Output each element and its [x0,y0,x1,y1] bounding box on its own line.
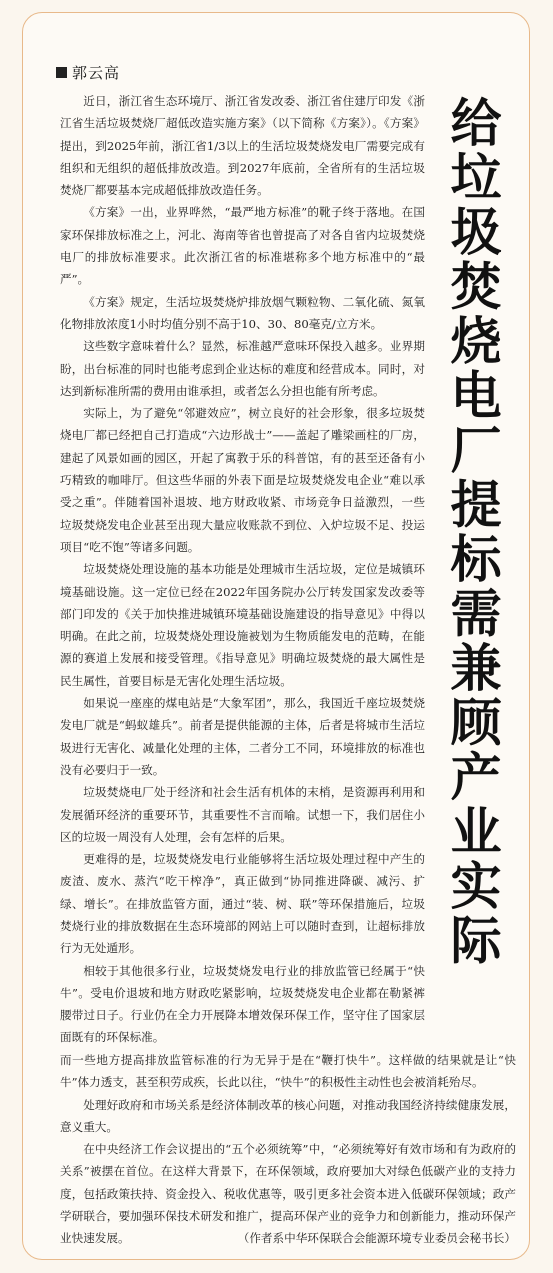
paragraph: 如果说一座座的煤电站是“大象军团”，那么，我国近千座垃圾焚烧发电厂就是“蚂蚁雄兵”。前者是提供能源的主体，后者是将城市生活垃圾进行无害化、减量化处理的主体，二者分工不同，环境排放的标准也没有必要归于一致。 [60,696,425,777]
paragraph: 实际上，为了避免“邻避效应”，树立良好的社会形象，很多垃圾焚烧电厂都已经把自己打造成“六边形战士”——盖起了雕梁画柱的厂房，建起了风景如画的园区，开起了寓教于乐的科普馆，有的甚至还备有小巧精致的咖啡厅。但这些华丽的外表下面是垃圾焚烧发电企业“难以承受之重”。伴随着国补退坡、地方财政收紧、市场竞争日益激烈，一些垃圾焚烧发电企业甚至出现大量应收账款不到位、入炉垃圾不足、投运项目“吃不饱”等诸多问题。 [60,406,425,554]
paragraph: 更难得的是，垃圾焚烧发电行业能够将生活垃圾处理过程中产生的废渣、废水、蒸汽“吃干榨净”，真正做到“协同推进降碳、减污、扩绿、增长”。在排放监管方面，通过“装、树、联”等环保措施后，垃圾焚烧行业的排放数据在生态环境部的网站上可以随时查到，让超标排放行为无处遁形。 [60,852,425,956]
paragraph: 相较于其他很多行业，垃圾焚烧发电行业的排放监管已经属于“快牛”。受电价退坡和地方财政吃紧影响，垃圾焚烧发电企业都在勒紧裤腰带过日子。行业仍在全力开展降本增效保环保工作，坚守住了国家层面既有的环保标准。 [60,963,425,1045]
author-note: （作者系中华环保联合会能源环境专业委员会秘书长） [237,1231,516,1246]
paragraph: 而一些地方提高排放监管标准的行为无异于是在“鞭打快牛”。这样做的结果就是让“快牛”体力透支，甚至积劳成疾，长此以往，“快牛”的积极性主动性也会被消耗殆尽。 [60,1053,516,1090]
paragraph: 这些数字意味着什么？显然，标准越严意味环保投入越多。业界期盼，出台标准的同时也能考虑到企业达标的难度和经营成本。同时，对达到新标准所需的费用由谁承担，或者怎么分担也能有所考虑。 [60,339,425,398]
paragraph: 近日，浙江省生态环境厅、浙江省发改委、浙江省住建厅印发《浙江省生活垃圾焚烧厂超低改造实施方案》（以下简称《方案》）。《方案》提出，到2025年前，浙江省1/3以上的生活垃圾焚烧发电厂需要完成有组织和无组织的超低排放改造。到2027年底前，全省所有的生活垃圾焚烧厂都要基本完成超低排放改造任务。 [60,94,425,198]
paragraph: 处理好政府和市场关系是经济体制改革的核心问题，对推动我国经济持续健康发展，意义重大。 [60,1097,516,1134]
paragraph: 《方案》一出，业界哗然，“最严地方标准”的靴子终于落地。在国家环保排放标准之上，河北、海南等省也曾提高了对各自省内垃圾焚烧电厂的排放标准要求。此次浙江省的标准堪称多个地方标准中的“最严”。 [60,205,425,287]
byline [56,62,120,83]
paragraph-text: 在中央经济工作会议提出的“五个必须统筹”中，“必须统筹好有效市场和有为政府的关系”被摆在首位。在这样大背景下，在环保领域，政府要加大对绿色低碳产业的支持力度，包括政策扶持、资金投入、税收优惠等，吸引更多社会资本进入低碳环保领域；政产学研联合，要加强环保技术研发和推广，提高环保产业的竞争力和创新能力，推动环保产业快速发展。 [60,1142,516,1246]
paragraph: 垃圾焚烧电厂处于经济和社会生活有机体的末梢，是资源再利用和发展循环经济的重要环节，其重要性不言而喻。试想一下，我们居住小区的垃圾一周没有人处理，会有怎样的后果。 [60,785,425,844]
headline: 给垃圾焚烧电厂提标需兼顾产业实际 [441,96,500,968]
paragraph: 垃圾焚烧处理设施的基本功能是处理城市生活垃圾，定位是城镇环境基础设施。这一定位已经在2022年国务院办公厅转发国家发改委等部门印发的《关于加快推进城镇环境基础设施建设的指导意见》中得以明确。在此之前，垃圾焚烧处理设施被划为生物质能发电的范畴，在能源的赛道上发展和接受管理。《指导意见》明确垃圾焚烧的最大属性是民生属性，首要目标是无害化处理生活垃圾。 [60,562,425,688]
byline-name: 郭云高 [72,64,121,82]
paragraph: 《方案》规定，生活垃圾焚烧炉排放烟气颗粒物、二氧化硫、氮氧化物排放浓度1小时均值分别不高于10、30、80毫克/立方米。 [60,294,425,331]
paragraph [60,1138,516,1249]
square-bullet-icon [56,67,67,78]
article-body-wide [60,1049,516,1250]
article-body [60,90,425,1049]
